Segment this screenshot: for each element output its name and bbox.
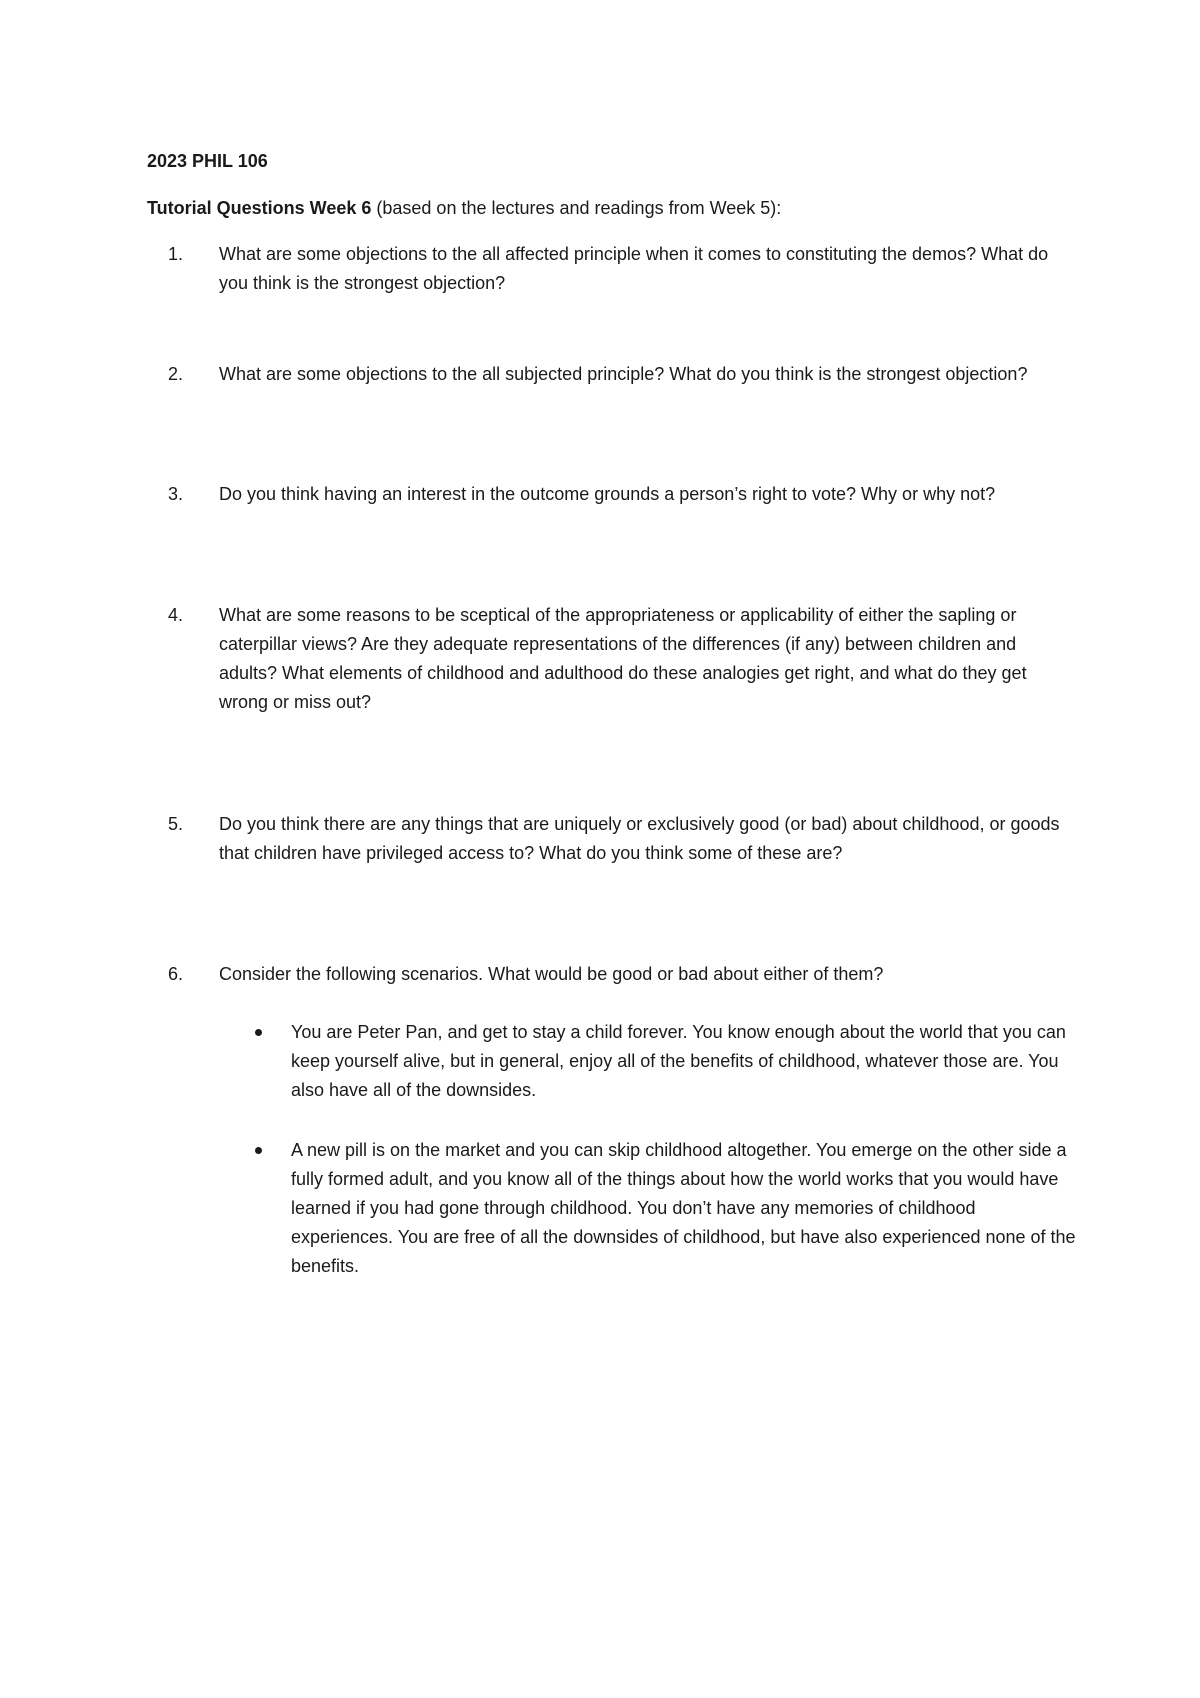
bullet-icon	[255, 1029, 262, 1036]
document-subtitle	[147, 197, 781, 219]
question-text: Do you think there are any things that are uniquely or exclusively good (or bad) about childhood, or goods that children have privileged access to? What do you think some of these are?	[219, 814, 1060, 863]
question-number: 3.	[167, 484, 183, 504]
bullet-icon	[255, 1147, 262, 1154]
scenario-text: You are Peter Pan, and get to stay a child forever. You know enough about the world that you can keep yourself alive, but in general, enjoy all of the benefits of childhood, whatever those are. You also have all of the downsides.	[291, 1022, 1066, 1100]
question-number: 1.	[167, 244, 183, 264]
question-text: What are some objections to the all affected principle when it comes to constituting the demos? What do you think is the strongest objection?	[219, 244, 1049, 293]
question-text: Consider the following scenarios. What would be good or bad about either of them?	[219, 964, 884, 984]
question-text: What are some objections to the all subjected principle? What do you think is the strongest objection?	[219, 364, 1028, 384]
subtitle-note: (based on the lectures and readings from Week 5):	[371, 198, 782, 218]
subtitle-heading: Tutorial Questions Week 6	[147, 198, 372, 218]
question-number: 6.	[167, 964, 183, 984]
document-title: 2023 PHIL 106	[147, 151, 268, 171]
scenario-text: A new pill is on the market and you can skip childhood altogether. You emerge on the other side a fully formed adult, and you know all of the things about how the world works that you would have learned if you had gone through childhood. You don’t have any memories of childhood experiences. You are free of all the downsides of childhood, but have also experienced none of the benefits.	[291, 1140, 1076, 1276]
question-number: 4.	[167, 605, 183, 625]
question-text: Do you think having an interest in the outcome grounds a person’s right to vote? Why or why not?	[219, 484, 996, 504]
question-number: 2.	[167, 364, 183, 384]
question-number: 5.	[167, 814, 183, 834]
question-text: What are some reasons to be sceptical of the appropriateness or applicability of either the sapling or caterpillar views? Are they adequate representations of the differences (if any) between children and adults? What elements of childhood and adulthood do these analogies get right, and what do they get wrong or miss out?	[219, 605, 1027, 712]
